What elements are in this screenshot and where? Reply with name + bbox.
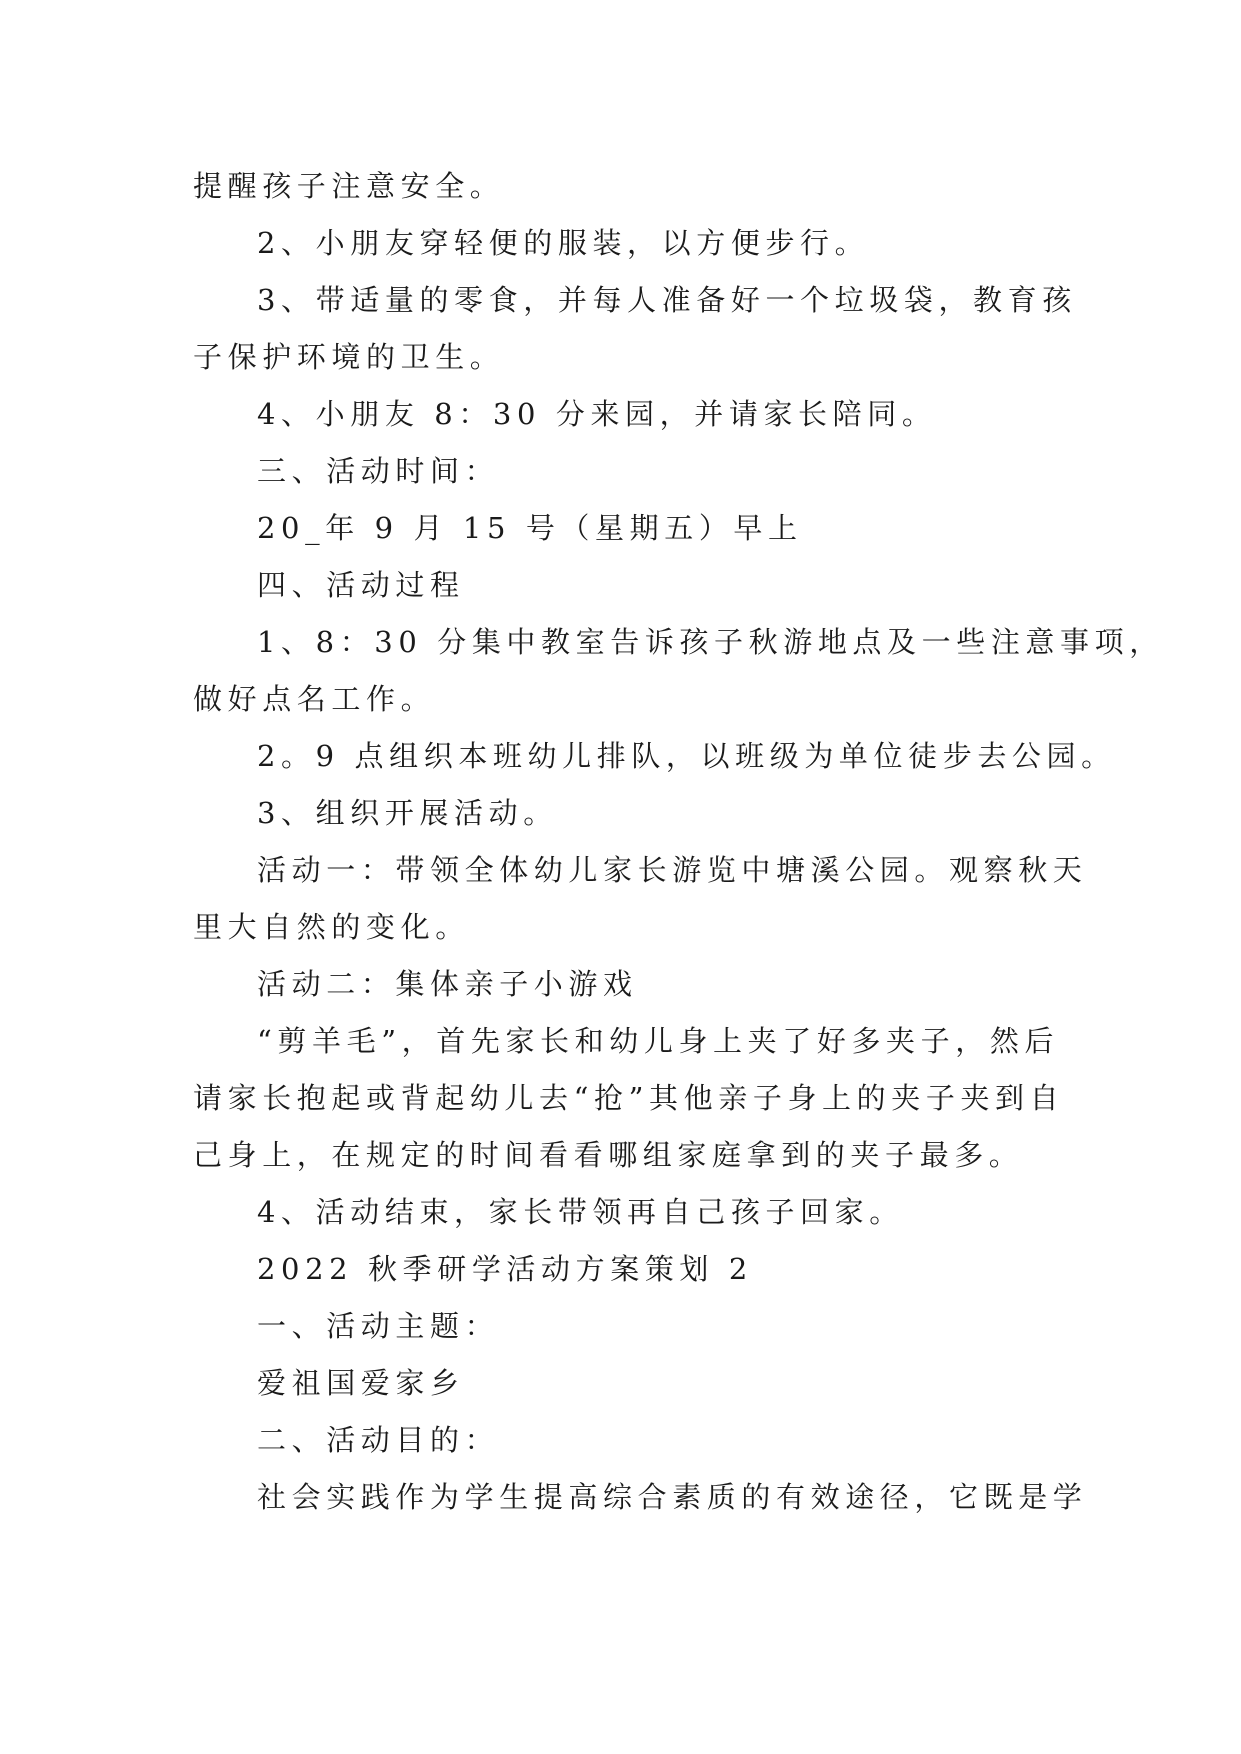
paragraph-line: 活动一：带领全体幼儿家长游览中塘溪公园。观察秋天 [257,853,1088,887]
document-body [193,158,1164,1526]
paragraph-line: 20_年 9 月 15 号（星期五）早上 [257,511,803,545]
section-heading: 三、活动时间： [257,454,500,488]
paragraph-line: 里大自然的变化。 [193,910,470,944]
paragraph-line: 做好点名工作。 [193,682,436,716]
paragraph-line: 1、8：30 分集中教室告诉孩子秋游地点及一些注意事项， [257,625,1164,659]
paragraph-line: 请家长抱起或背起幼儿去“抢”其他亲子身上的夹子夹到自 [193,1081,1065,1115]
paragraph-line: 3、组织开展活动。 [257,796,558,830]
section-heading: 一、活动主题： [257,1309,500,1343]
paragraph-line: 爱祖国爱家乡 [257,1366,465,1400]
paragraph-line: 3、带适量的零食，并每人准备好一个垃圾袋，教育孩 [257,283,1077,317]
section-heading: 四、活动过程 [257,568,465,602]
paragraph-line: 2、小朋友穿轻便的服装，以方便步行。 [257,226,870,260]
paragraph-line: “剪羊毛”，首先家长和幼儿身上夹了好多夹子，然后 [257,1024,1060,1058]
paragraph-line: 子保护环境的卫生。 [193,340,505,374]
section-heading: 二、活动目的： [257,1423,500,1457]
paragraph-line: 4、活动结束，家长带领再自己孩子回家。 [257,1195,904,1229]
paragraph-line: 2。9 点组织本班幼儿排队，以班级为单位徒步去公园。 [257,739,1116,773]
paragraph-line: 己身上，在规定的时间看看哪组家庭拿到的夹子最多。 [193,1138,1024,1172]
paragraph-line: 4、小朋友 8：30 分来园，并请家长陪同。 [257,397,937,431]
document-title: 2022 秋季研学活动方案策划 2 [257,1252,753,1286]
paragraph-line: 提醒孩子注意安全。 [193,169,505,203]
paragraph-line: 社会实践作为学生提高综合素质的有效途径，它既是学 [257,1480,1088,1514]
paragraph-line: 活动二：集体亲子小游戏 [257,967,638,1001]
